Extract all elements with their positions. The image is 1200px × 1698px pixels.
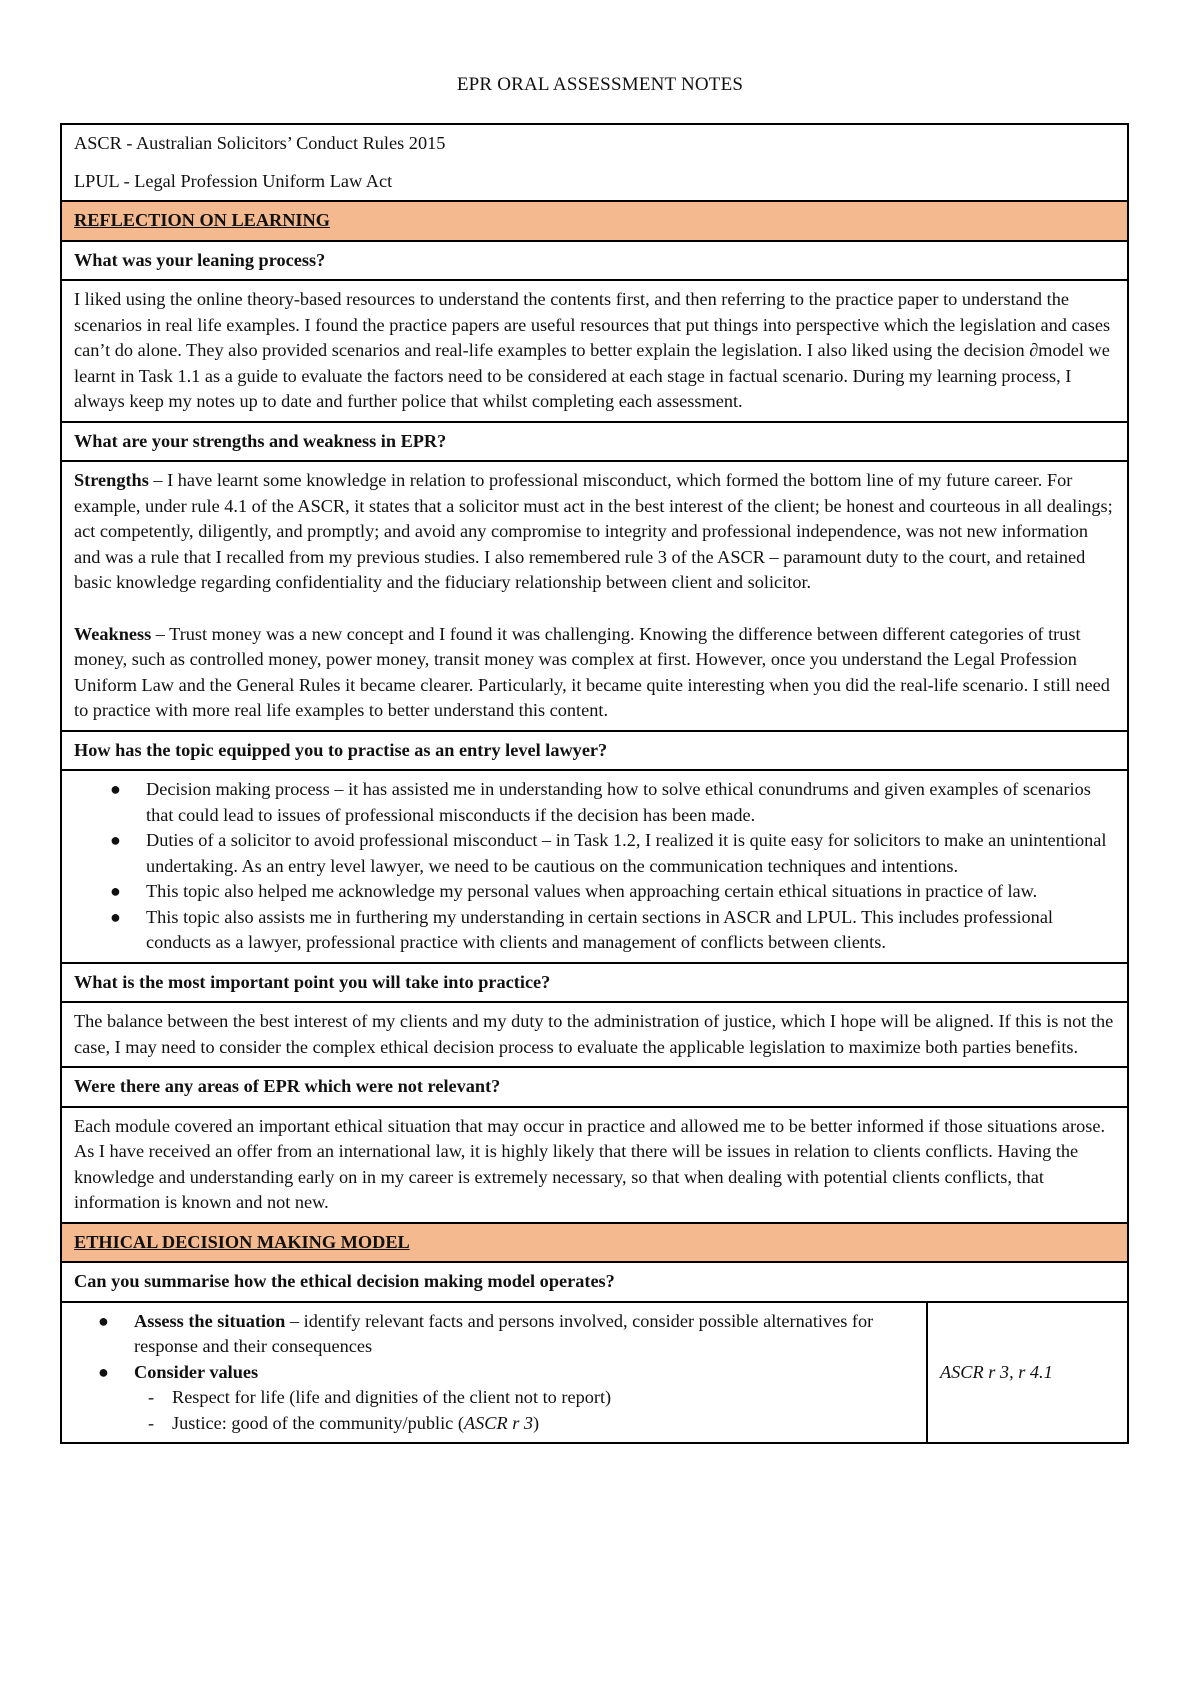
strengths-text: – I have learnt some knowledge in relation to professional misconduct, which formed the bottom line of my future career. For example, under rule 4.1 of the ASCR, it states that a solicitor must act in the best interest of the client; be honest and courteous in all dealings; act competently, diligently, and promptly; and avoid any compromise to integrity and professional independence, was not new information and was a rule that I recalled from my previous studies. I also remembered rule 3 of the ASCR – paramount duty to the court, and retained basic knowledge regarding confidentiality and the fiduciary relationship between client and solicitor. xyxy=(74,470,1113,592)
notes-table xyxy=(60,123,1129,1444)
answer-strengths-weakness xyxy=(62,462,1127,732)
strengths-label: Strengths xyxy=(74,470,149,490)
list-item: ● Consider values xyxy=(74,1360,914,1386)
bullet-icon: ● xyxy=(98,1310,109,1331)
weakness-paragraph xyxy=(74,622,1115,724)
dash-icon: - xyxy=(148,1387,155,1407)
answer-not-relevant: Each module covered an important ethical situation that may occur in practice and allowed me to be better informed if those situations arose. As I have received an offer from an international law, it is highly likely that there will be issues in relation to clients conflicts. Having the knowledge and understanding early on in my career is extremely necessary, so that when dealing with potential clients conflicts, that information is known and not new. xyxy=(62,1108,1127,1224)
decision-model-reference: ASCR r 3, r 4.1 xyxy=(940,1361,1053,1382)
bullet-icon: ● xyxy=(110,830,121,850)
question-strengths-weakness: What are your strengths and weakness in EPR? xyxy=(62,423,1127,463)
definitions-row xyxy=(62,125,1127,202)
decision-model-list xyxy=(74,1309,914,1386)
answer-learning-process: I liked using the online theory-based resources to understand the contents first, and then referring to the practice paper to understand the scenarios in real life examples. I found the practice papers are useful resources that put things into perspective which the legislation and cases can’t do alone. They also provided scenarios and real-life examples to better explain the legislation. I also liked using the decision ∂model we learnt in Task 1.1 as a guide to evaluate the factors need to be considered at each stage in factual scenario. During my learning process, I always keep my notes up to date and further police that whilst completing each assessment. xyxy=(62,281,1127,423)
strengths-paragraph xyxy=(74,468,1115,596)
bullet-icon: ● xyxy=(110,779,121,799)
list-item: ● Assess the situation – identify relevant facts and persons involved, consider possible alternatives for response and their consequences xyxy=(98,1310,874,1356)
question-entry-level: How has the topic equipped you to practise as an entry level lawyer? xyxy=(62,732,1127,772)
answer-entry-level xyxy=(62,771,1127,964)
definition-ascr: ASCR - Australian Solicitors’ Conduct Rules 2015 xyxy=(74,133,446,153)
bullet-icon: ● xyxy=(98,1361,109,1382)
answer-important-point: The balance between the best interest of my clients and my duty to the administration of justice, which I hope will be aligned. If this is not the case, I may need to consider the complex ethical decision process to evaluate the applicable legislation to maximize both parties benefits. xyxy=(62,1003,1127,1068)
question-decision-model: Can you summarise how the ethical decision making model operates? xyxy=(62,1263,1127,1303)
section-heading-reflection: REFLECTION ON LEARNING xyxy=(62,202,1127,242)
answer-decision-model xyxy=(62,1303,1127,1443)
dash-icon: - xyxy=(148,1412,155,1433)
list-item: ● This topic also helped me acknowledge my personal values when approaching certain ethical situations in practice of law. xyxy=(74,879,1115,905)
section-heading-ethical: ETHICAL DECISION MAKING MODEL xyxy=(62,1224,1127,1264)
decision-model-steps xyxy=(62,1303,928,1443)
entry-level-list xyxy=(74,777,1115,956)
question-important-point: What is the most important point you will take into practice? xyxy=(62,964,1127,1004)
sub-item: - Respect for life (life and dignities of the client not to report) xyxy=(74,1385,914,1411)
page-title: EPR ORAL ASSESSMENT NOTES xyxy=(456,74,744,95)
weakness-label: Weakness xyxy=(74,623,152,644)
bullet-icon: ● xyxy=(110,906,121,927)
bullet-icon: ● xyxy=(110,881,121,901)
list-item: ● Duties of a solicitor to avoid professional misconduct – in Task 1.2, I realized it is quite easy for solicitors to make an unintentional undertaking. As an entry level lawyer, we need to be cautious on the communication techniques and intentions. xyxy=(110,830,1107,876)
question-learning-process: What was your leaning process? xyxy=(62,242,1127,282)
definition-lpul: LPUL - Legal Profession Uniform Law Act xyxy=(74,170,393,191)
question-not-relevant: Were there any areas of EPR which were not relevant? xyxy=(62,1068,1127,1108)
list-item: ● This topic also assists me in furthering my understanding in certain sections in ASCR and LPUL. This includes professional conducts as a lawyer, professional practice with clients and management of conflicts between clients. xyxy=(110,906,1054,952)
sub-item: - Justice: good of the community/public (ASCR r 3) xyxy=(74,1411,914,1437)
list-item: ● Decision making process – it has assisted me in understanding how to solve ethical conundrums and given examples of scenarios that could lead to issues of professional misconducts if the decision has been made. xyxy=(110,779,1091,825)
weakness-text: – Trust money was a new concept and I found it was challenging. Knowing the difference between different categories of trust money, such as controlled money, power money, transit money was complex at first. However, once you understand the Legal Profession Uniform Law and the General Rules it became clearer. Particularly, it became quite interesting when you did the real-life scenario. I still need to practice with more real life examples to better understand this content. xyxy=(74,623,1110,720)
